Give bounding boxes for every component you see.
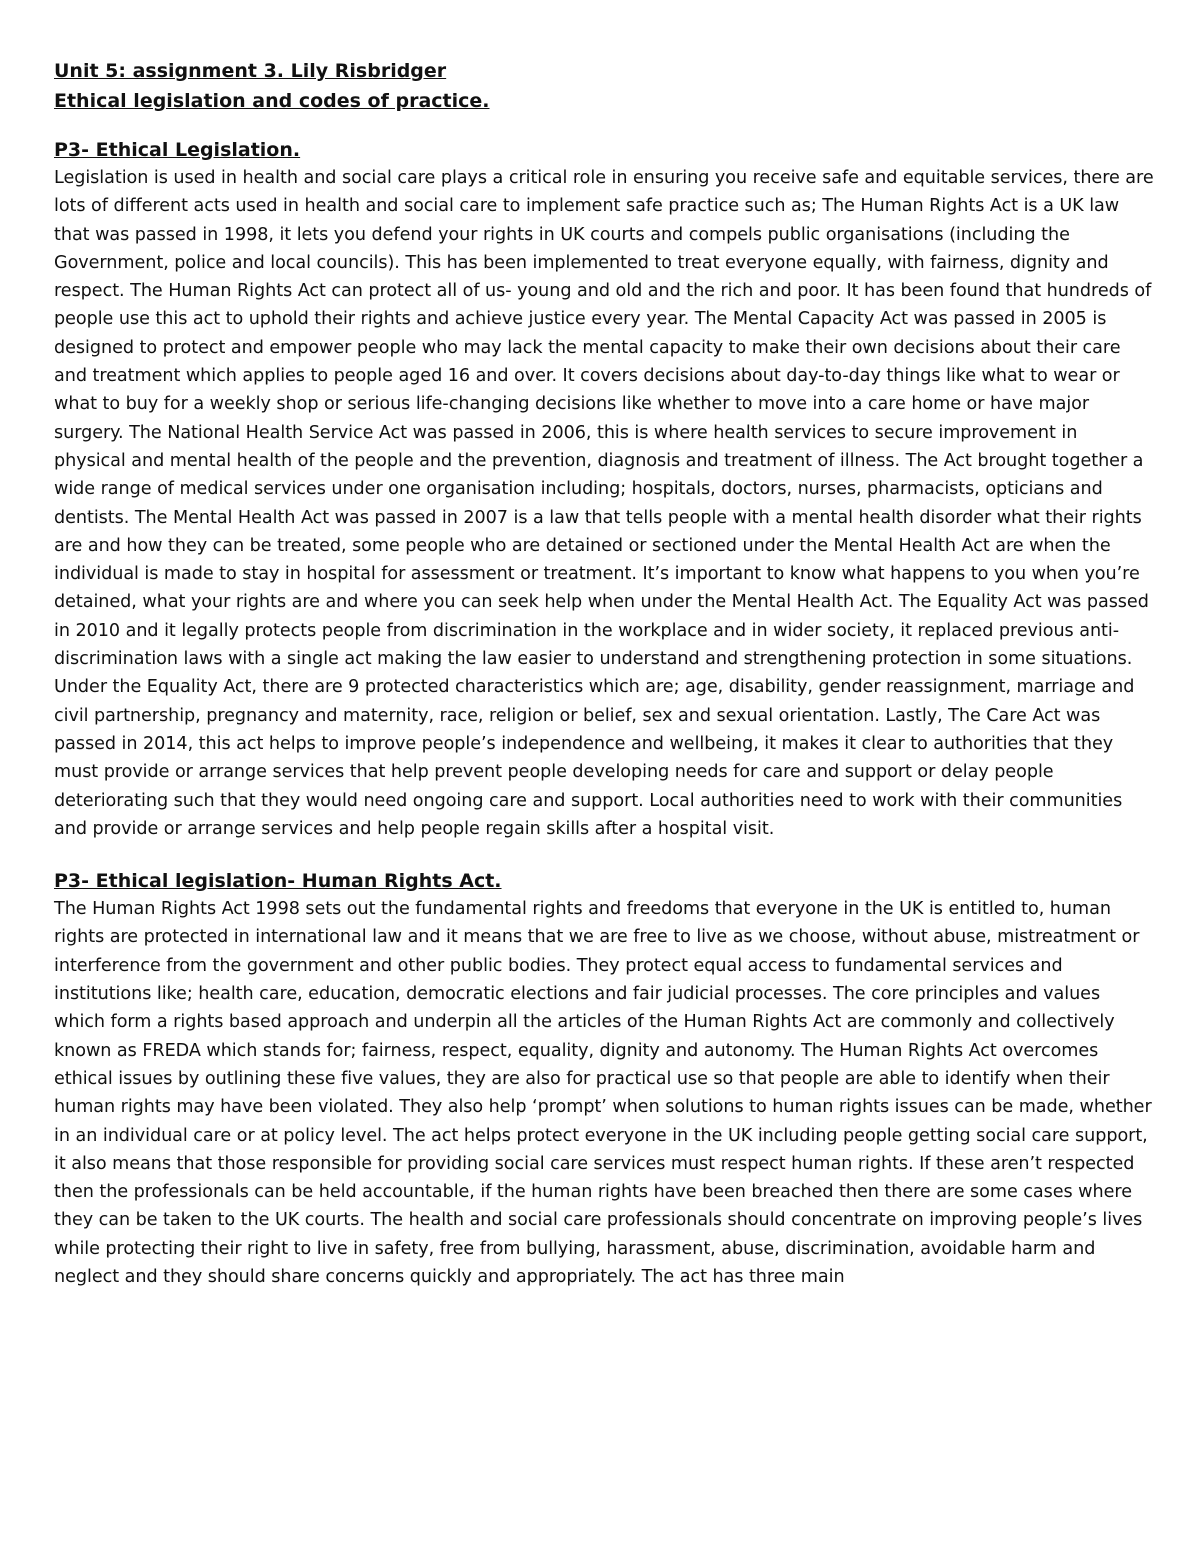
- section-human-rights-act: [54, 867, 1154, 1291]
- section-heading: P3- Ethical Legislation.: [54, 139, 301, 161]
- spacer: [54, 116, 1154, 136]
- document-subtitle: Ethical legislation and codes of practice.: [54, 90, 490, 112]
- section-body: Legislation is used in health and social care plays a critical role in ensuring you receive safe and equitable services, there are lots of different acts used in health and social care to implement safe practice such as; The Human Rights Act is a UK law that was passed in 1998, it lets you defend your rights in UK courts and compels public organisations (including the Government, police and local councils). This has been implemented to treat everyone equally, with fairness, dignity and respect. The Human Rights Act can protect all of us- young and old and the rich and poor. It has been found that hundreds of people use this act to uphold their rights and achieve justice every year. The Mental Capacity Act was passed in 2005 is designed to protect and empower people who may lack the mental capacity to make their own decisions about their care and treatment which applies to people aged 16 and over. It covers decisions about day-to-day things like what to wear or what to buy for a weekly shop or serious life-changing decisions like whether to move into a care home or have major surgery. The National Health Service Act was passed in 2006, this is where health services to secure improvement in physical and mental health of the people and the prevention, diagnosis and treatment of illness. The Act brought together a wide range of medical services under one organisation including; hospitals, doctors, nurses, pharmacists, opticians and dentists. The Mental Health Act was passed in 2007 is a law that tells people with a mental health disorder what their rights are and how they can be treated, some people who are detained or sectioned under the Mental Health Act are when the individual is made to stay in hospital for assessment or treatment. It’s important to know what happens to you when you’re detained, what your rights are and where you can seek help when under the Mental Health Act. The Equality Act was passed in 2010 and it legally protects people from discrimination in the workplace and in wider society, it replaced previous anti-discrimination laws with a single act making the law easier to understand and strengthening protection in some situations. Under the Equality Act, there are 9 protected characteristics which are; age, disability, gender reassignment, marriage and civil partnership, pregnancy and maternity, race, religion or belief, sex and sexual orientation. Lastly, The Care Act was passed in 2014, this act helps to improve people’s independence and wellbeing, it makes it clear to authorities that they must provide or arrange services that help prevent people developing needs for care and support or delay people deteriorating such that they would need ongoing care and support. Local authorities need to work with their communities and provide or arrange services and help people regain skills after a hospital visit.: [54, 168, 1154, 839]
- document-content: [54, 56, 1154, 1291]
- section-body: The Human Rights Act 1998 sets out the fundamental rights and freedoms that everyone in the UK is entitled to, human rights are protected in international law and it means that we are free to live as we choose, without abuse, mistreatment or interference from the government and other public bodies. They protect equal access to fundamental services and institutions like; health care, education, democratic elections and fair judicial processes. The core principles and values which form a rights based approach and underpin all the articles of the Human Rights Act are commonly and collectively known as FREDA which stands for; fairness, respect, equality, dignity and autonomy. The Human Rights Act overcomes ethical issues by outlining these five values, they are also for practical use so that people are able to identify when their human rights may have been violated. They also help ‘prompt’ when solutions to human rights issues can be made, whether in an individual care or at policy level. The act helps protect everyone in the UK including people getting social care support, it also means that those responsible for providing social care services must respect human rights. If these aren’t respected then the professionals can be held accountable, if the human rights have been breached then there are some cases where they can be taken to the UK courts. The health and social care professionals should concentrate on improving people’s lives while protecting their right to live in safety, free from bullying, harassment, abuse, discrimination, avoidable harm and neglect and they should share concerns quickly and appropriately. The act has three main: [54, 899, 1152, 1287]
- document-title: Unit 5: assignment 3. Lily Risbridger: [54, 60, 447, 82]
- section-ethical-legislation: [54, 136, 1154, 843]
- section-heading: P3- Ethical legislation- Human Rights Act.: [54, 870, 502, 893]
